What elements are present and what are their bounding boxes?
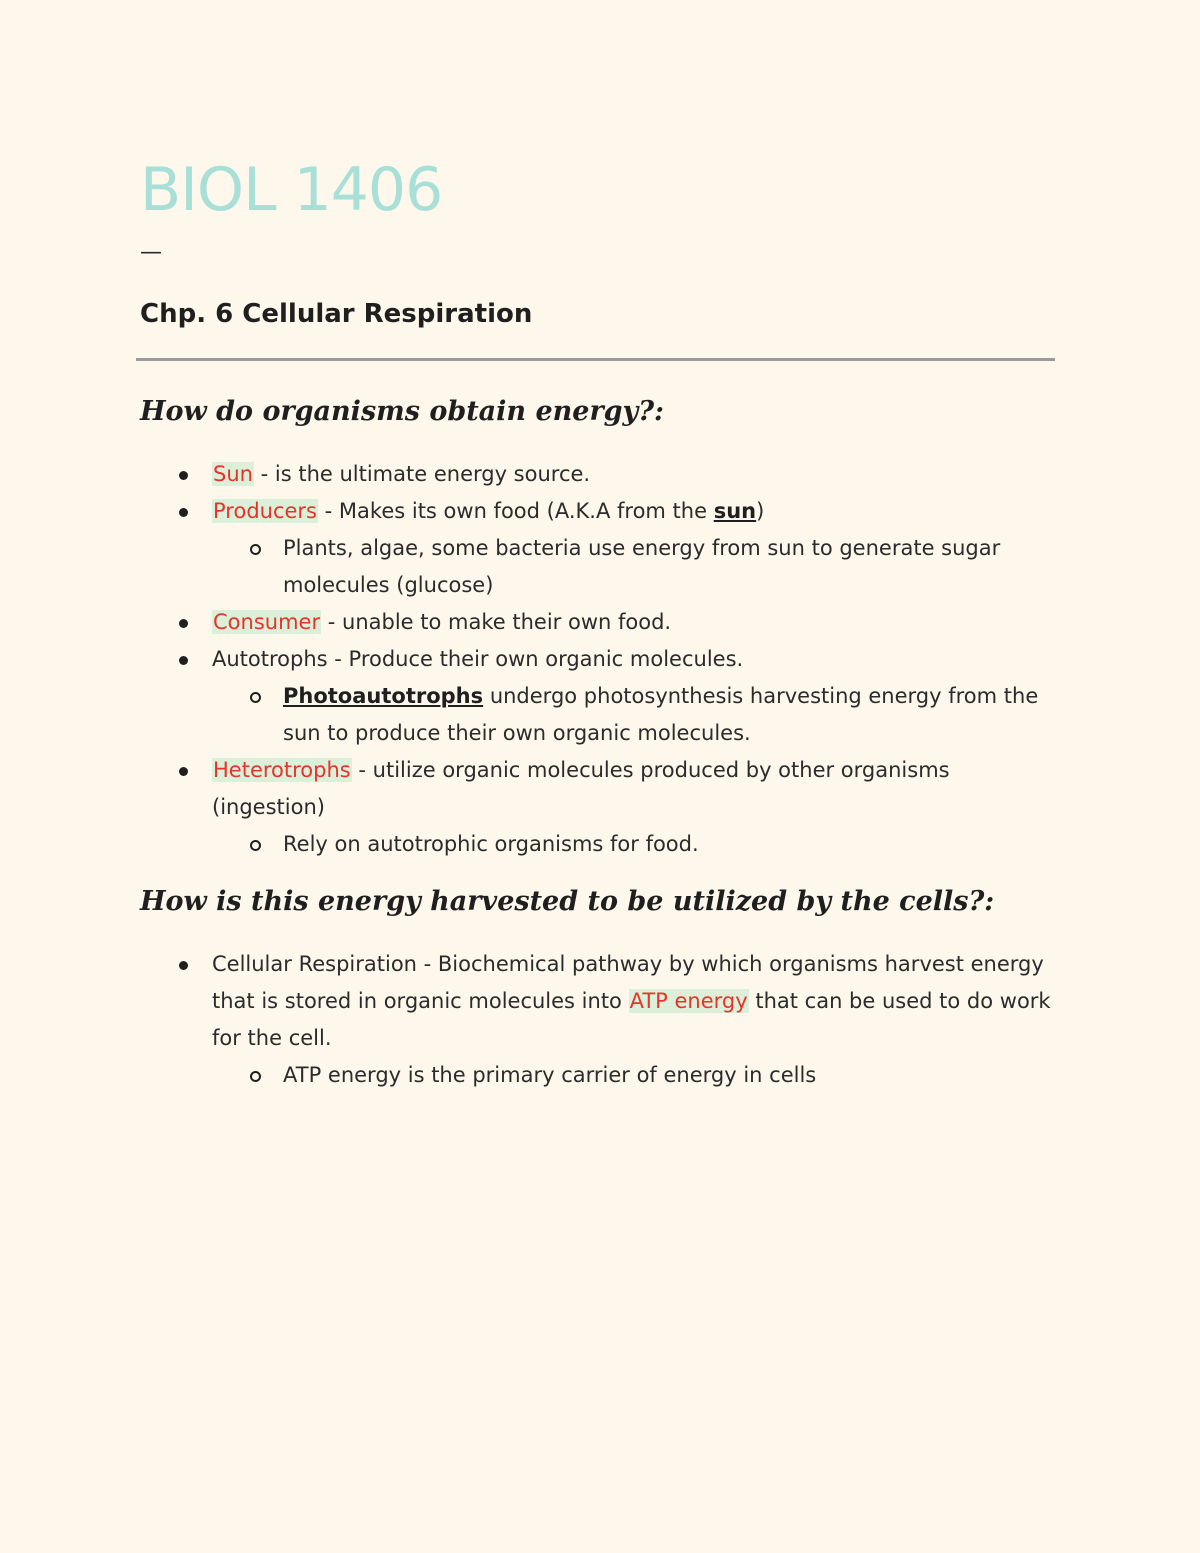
bullet-icon xyxy=(179,508,188,517)
item-text: - unable to make their own food. xyxy=(321,610,672,634)
list-item-heterotrophs xyxy=(0,752,1057,826)
hollow-bullet-icon xyxy=(250,544,261,555)
item-text: - utilize organic molecules produced by other organisms (ingestion) xyxy=(212,758,950,819)
hollow-bullet-icon xyxy=(250,840,261,851)
item-text-tail: ) xyxy=(756,499,765,523)
item-text-tail: that can be used to do work for the cell. xyxy=(212,989,1051,1050)
list-subitem-photoautotrophs xyxy=(0,678,1057,752)
highlighted-term: Sun xyxy=(213,462,253,486)
horizontal-rule xyxy=(136,358,1055,361)
section-heading-energy-harvested: How is this energy harvested to be utilized by the cells?: xyxy=(140,886,995,917)
bullet-icon xyxy=(179,767,188,776)
list-item-autotrophs xyxy=(0,641,1057,678)
hollow-bullet-icon xyxy=(250,1071,261,1082)
emphasized-term: Photoautotrophs xyxy=(283,684,484,708)
bullet-icon xyxy=(179,961,188,970)
course-title: BIOL 1406 xyxy=(140,155,443,225)
list-item-cellular-respiration xyxy=(0,946,1057,1057)
hollow-bullet-icon xyxy=(250,692,261,703)
list-subitem-atp xyxy=(0,1057,1057,1094)
list-item-producers xyxy=(0,493,1057,530)
item-text: Autotrophs - Produce their own organic molecules. xyxy=(212,647,744,671)
list-subitem-plants xyxy=(0,530,1057,604)
bullet-icon xyxy=(179,656,188,665)
item-text: Plants, algae, some bacteria use energy from sun to generate sugar molecules (glucose) xyxy=(283,536,1001,597)
energy-harvested-list xyxy=(0,946,1200,1094)
obtain-energy-list xyxy=(0,456,1200,863)
chapter-title: Chp. 6 Cellular Respiration xyxy=(140,299,533,329)
list-subitem-rely xyxy=(0,826,1057,863)
emphasized-term: sun xyxy=(713,499,757,523)
item-text: Cellular Respiration - Biochemical pathway by which organisms harvest energy that is stored in organic molecules into xyxy=(212,952,1044,1013)
item-text: undergo photosynthesis harvesting energy from the sun to produce their own organic molecules. xyxy=(283,684,1039,745)
item-text: - is the ultimate energy source. xyxy=(253,462,591,486)
highlighted-term: Producers xyxy=(213,499,317,523)
highlighted-term: ATP energy xyxy=(629,989,748,1013)
highlighted-term: Heterotrophs xyxy=(213,758,351,782)
bullet-icon xyxy=(179,471,188,480)
highlighted-term: Consumer xyxy=(213,610,321,634)
item-text: Rely on autotrophic organisms for food. xyxy=(283,832,699,856)
title-dash: — xyxy=(140,240,162,265)
list-item-consumer xyxy=(0,604,1057,641)
item-text: ATP energy is the primary carrier of energy in cells xyxy=(283,1063,817,1087)
bullet-icon xyxy=(179,619,188,628)
section-heading-obtain-energy: How do organisms obtain energy?: xyxy=(140,396,665,427)
item-text: - Makes its own food (A.K.A from the xyxy=(318,499,714,523)
list-item-sun xyxy=(0,456,1057,493)
